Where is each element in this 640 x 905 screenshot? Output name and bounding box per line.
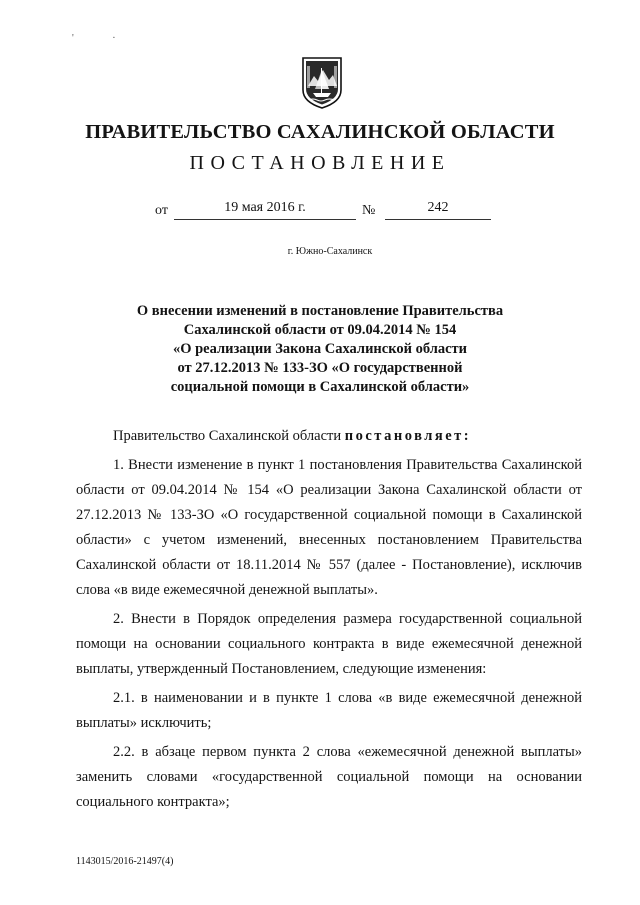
date-label: от [155, 203, 168, 218]
scan-artifact-marks: ' · [72, 33, 134, 44]
title-line: от 27.12.2013 № 133-ЗО «О государственной [177, 360, 463, 376]
sakhalin-coat-of-arms-icon [300, 56, 344, 110]
title-line: социальной помощи в Сахалинской области» [170, 379, 470, 395]
document-title [120, 302, 520, 397]
document-body [76, 424, 582, 819]
paragraph-2-2: 2.2. в абзаце первом пункта 2 слова «ежемесячной денежной выплаты» заменить словами «государственной социальной помощи на основании социального контракта»; [76, 744, 582, 810]
paragraph-2: 2. Внести в Порядок определения размера государственной социальной помощи на основании социального контракта в виде ежемесячной денежной выплаты, утвержденный Постановлением, следующие изменения: [76, 611, 582, 677]
government-name: ПРАВИТЕЛЬСТВО САХАЛИНСКОЙ ОБЛАСТИ [85, 121, 555, 143]
title-line: Сахалинской области от 09.04.2014 № 154 [183, 322, 457, 338]
title-line: О внесении изменений в постановление Правительства [136, 303, 504, 319]
number-label: № [362, 203, 376, 218]
document-number: 242 [385, 200, 491, 220]
document-code: 1143015/2016-21497(4) [76, 856, 174, 867]
city-name: г. Южно-Сахалинск [287, 246, 373, 257]
paragraph-2-1: 2.1. в наименовании и в пункте 1 слова «в виде ежемесячной денежной выплаты» исключить; [76, 690, 582, 731]
intro-emphasis: постановляет: [344, 428, 472, 444]
intro-text: Правительство Сахалинской области [113, 428, 345, 444]
intro-paragraph [76, 424, 582, 449]
paragraph-1: 1. Внести изменение в пункт 1 постановления Правительства Сахалинской области от 09.04.2014 № 154 «О реализации Закона Сахалинской области от 27.12.2013 № 133-ЗО «О государственной социальной помощи в Сахалинской области» с учетом изменений, внесенных постановлением Правительства Сахалинской области от 18.11.2014 № 557 (далее - Постановление), исключив слова «в виде ежемесячной денежной выплаты». [76, 457, 582, 598]
title-line: «О реализации Закона Сахалинской области [172, 341, 468, 357]
document-type: ПОСТАНОВЛЕНИЕ [189, 152, 451, 174]
document-date: 19 мая 2016 г. [174, 200, 356, 220]
